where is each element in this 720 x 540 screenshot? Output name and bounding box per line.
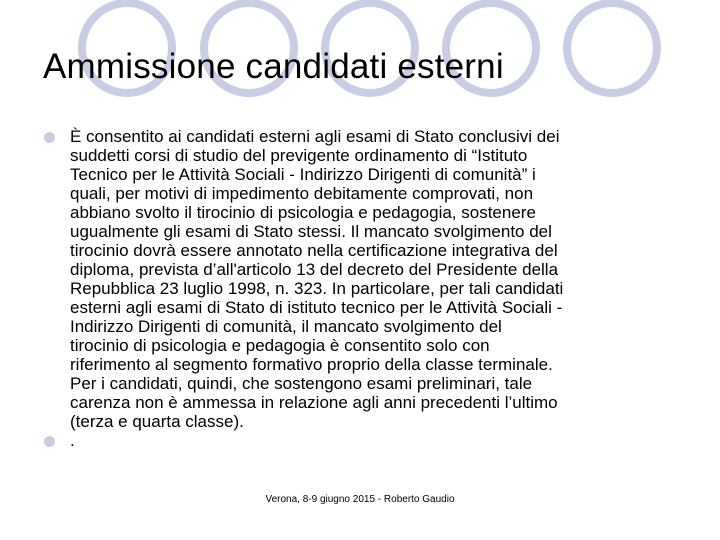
body-line: Per i candidati, quindi, che sostengono esami preliminari, tale bbox=[70, 374, 533, 393]
bullet-item bbox=[44, 431, 666, 450]
body-line: ugualmente gli esami di Stato stessi. Il mancato svolgimento del bbox=[70, 222, 552, 241]
ring-circle bbox=[567, 3, 657, 93]
body-line: carenza non è ammessa in relazione agli anni precedenti l’ultimo bbox=[70, 393, 558, 412]
body-line: diploma, prevista d’all'articolo 13 del decreto del Presidente della bbox=[70, 260, 559, 279]
body-line: abbiano svolto il tirocinio di psicologia e pedagogia, sostenere bbox=[70, 203, 536, 222]
body-line: È consentito ai candidati esterni agli esami di Stato conclusivi dei bbox=[70, 127, 560, 146]
body-line: quali, per motivi di impedimento debitamente comprovati, non bbox=[70, 184, 534, 203]
body-line: Indirizzo Dirigenti di comunità, il mancato svolgimento del bbox=[70, 317, 502, 336]
body-line: tirocinio dovrà essere annotato nella certificazione integrativa del bbox=[70, 241, 558, 260]
bullet-list bbox=[44, 127, 666, 450]
body-line: suddetti corsi di studio del previgente ordinamento di “Istituto bbox=[70, 146, 528, 165]
bullet-dot-icon bbox=[44, 132, 55, 143]
body-line: Tecnico per le Attività Sociali - Indirizzo Dirigenti di comunità” i bbox=[70, 165, 536, 184]
body-line: tirocinio di psicologia e pedagogia è consentito solo con bbox=[70, 336, 490, 355]
slide-footer: Verona, 8-9 giugno 2015 - Roberto Gaudio bbox=[265, 494, 455, 505]
bullet-item bbox=[44, 127, 666, 431]
body-line: Repubblica 23 luglio 1998, n. 323. In particolare, per tali candidati bbox=[70, 279, 564, 298]
body-line: riferimento al segmento formativo proprio della classe terminale. bbox=[70, 355, 553, 374]
bullet-dot-icon bbox=[44, 436, 55, 447]
body-line: . bbox=[70, 431, 75, 450]
body-line: (terza e quarta classe). bbox=[70, 412, 244, 431]
body-line: esterni agli esami di Stato di istituto tecnico per le Attività Sociali - bbox=[70, 298, 563, 317]
slide-title: Ammissione candidati esterni bbox=[43, 47, 504, 86]
